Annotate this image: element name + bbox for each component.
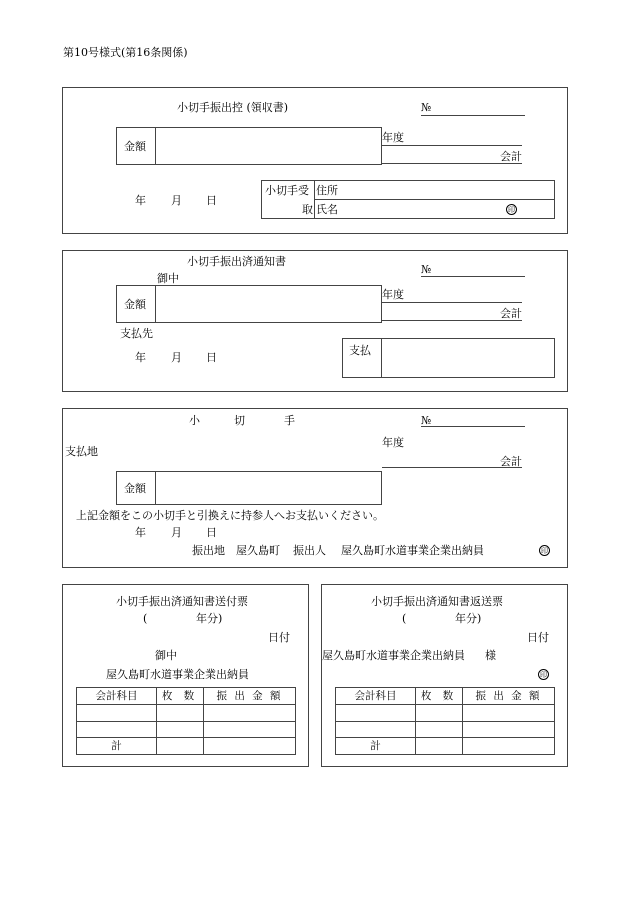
seal-icon: 印 — [540, 671, 547, 679]
return-slip — [321, 584, 568, 767]
date-day: 日 — [206, 351, 217, 364]
return-title: 小切手振出済通知書返送票 — [371, 595, 503, 608]
amount-field[interactable] — [156, 128, 381, 164]
issuer-label: 振出人 — [293, 544, 326, 557]
summary-table — [335, 687, 555, 755]
header-count: 枚 数 — [161, 690, 199, 702]
notification-section — [62, 250, 568, 392]
amount-label: 金額 — [124, 140, 146, 153]
number-label: № — [421, 101, 432, 114]
amount-box — [116, 471, 382, 505]
date-day: 日 — [206, 194, 217, 207]
date-label: 日付 — [268, 631, 290, 644]
onchu-label: 御中 — [155, 649, 177, 662]
payment-place-label: 支払地 — [65, 445, 98, 458]
number-line — [421, 115, 525, 116]
period-suffix: 年分) — [455, 612, 482, 625]
date-year: 年 — [135, 351, 146, 364]
number-label: № — [421, 263, 432, 276]
date-month: 月 — [171, 526, 182, 539]
issue-place: 屋久島町 — [236, 544, 280, 557]
period-suffix: 年分) — [196, 612, 223, 625]
payee-label: 支払先 — [120, 327, 153, 340]
sama-label: 様 — [485, 649, 496, 662]
header-account: 会計科目 — [354, 690, 397, 702]
header-account: 会計科目 — [95, 690, 138, 702]
amount-field[interactable] — [156, 286, 381, 322]
date-label: 日付 — [527, 631, 549, 644]
name-label: 氏名 — [316, 203, 338, 216]
seal-icon: 印 — [508, 206, 515, 214]
payment-label: 支払 — [349, 344, 371, 357]
period-open: ( — [402, 612, 407, 625]
onchu-label: 御中 — [157, 272, 179, 285]
payment-box — [342, 338, 555, 378]
account-label: 会計 — [500, 150, 522, 163]
notification-title: 小切手振出済通知書 — [187, 255, 286, 268]
amount-label: 金額 — [124, 482, 146, 495]
receiver-box — [261, 180, 555, 219]
issue-place-label: 振出地 — [192, 544, 225, 557]
check-title-char-1: 小 — [189, 414, 200, 427]
address-label: 住所 — [316, 184, 338, 197]
number-label: № — [421, 414, 432, 427]
date-month: 月 — [171, 351, 182, 364]
recipient-name: 屋久島町水道事業企業出納員 — [106, 668, 249, 681]
account-label: 会計 — [500, 307, 522, 320]
amount-box — [116, 127, 382, 165]
check-stub-section — [62, 87, 568, 234]
issuer-name: 屋久島町水道事業企業出納員 — [341, 544, 484, 557]
fiscal-year-label: 年度 — [382, 288, 404, 301]
header-amount: 振 出 金 額 — [475, 690, 542, 702]
amount-label: 金額 — [124, 298, 146, 311]
period-open: ( — [143, 612, 148, 625]
transmittal-slip — [62, 584, 309, 767]
check-section — [62, 408, 568, 568]
amount-field[interactable] — [156, 472, 381, 504]
receiver-label-line1: 小切手受 — [265, 184, 309, 197]
transmittal-title: 小切手振出済通知書送付票 — [116, 595, 248, 608]
header-amount: 振 出 金 額 — [216, 690, 283, 702]
total-label: 計 — [111, 740, 122, 752]
date-day: 日 — [206, 526, 217, 539]
check-title-char-3: 手 — [284, 414, 295, 427]
recipient-name: 屋久島町水道事業企業出納員 — [322, 649, 465, 662]
date-year: 年 — [135, 526, 146, 539]
fiscal-year-label: 年度 — [382, 131, 404, 144]
header-count: 枚 数 — [420, 690, 458, 702]
amount-box — [116, 285, 382, 323]
receiver-label-line2: 取 — [302, 203, 313, 216]
fiscal-year-label: 年度 — [382, 436, 404, 449]
check-stub-title: 小切手振出控 (領収書) — [177, 101, 289, 114]
seal-icon: 印 — [541, 547, 548, 555]
check-title-char-2: 切 — [234, 414, 245, 427]
account-label: 会計 — [500, 455, 522, 468]
date-month: 月 — [171, 194, 182, 207]
date-year: 年 — [135, 194, 146, 207]
payment-field[interactable] — [382, 339, 554, 377]
form-number-title: 第10号様式(第16条関係) — [63, 46, 188, 59]
payment-instruction: 上記金額をこの小切手と引換えに持参人へお支払いください。 — [76, 509, 384, 522]
total-label: 計 — [370, 740, 381, 752]
summary-table — [76, 687, 296, 755]
